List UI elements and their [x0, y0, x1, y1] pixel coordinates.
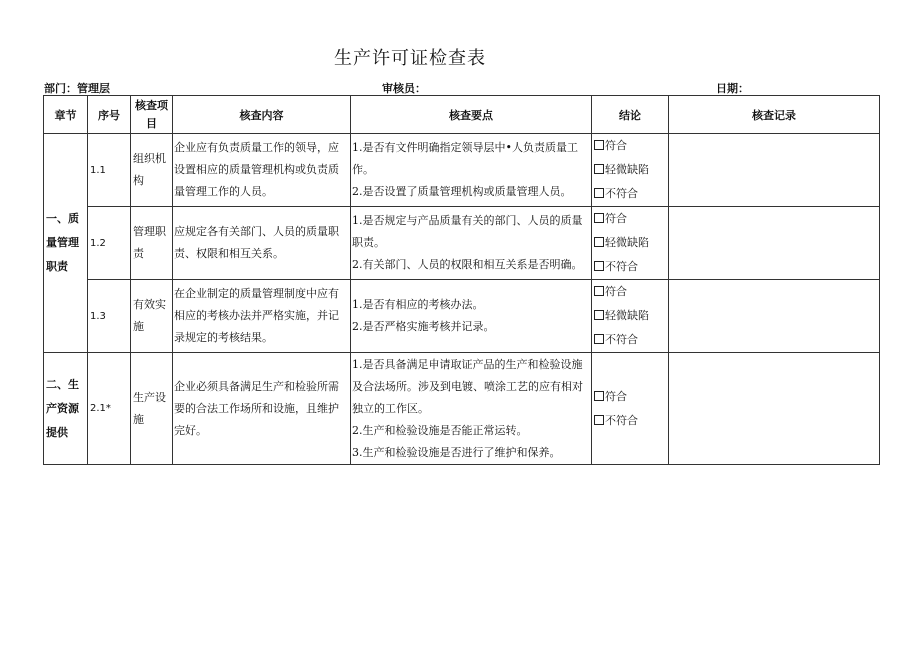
option-label: 轻微缺陷: [605, 309, 649, 322]
page-title: 生产许可证检查表: [334, 48, 486, 69]
header-conclusion: 结论: [592, 96, 669, 134]
option-conform[interactable]: [594, 280, 668, 304]
option-conform[interactable]: [594, 134, 668, 158]
header-item: 核查项目: [131, 96, 173, 134]
record-cell[interactable]: [669, 134, 880, 207]
content-cell: 企业必须具备满足生产和检验所需要的合法工作场所和设施，且维护完好。: [173, 353, 351, 465]
checkbox-icon[interactable]: [594, 213, 604, 223]
table-row: [44, 353, 880, 465]
date-label: 日期：: [716, 82, 749, 95]
checkbox-icon[interactable]: [594, 140, 604, 150]
checkbox-icon[interactable]: [594, 415, 604, 425]
points-cell: [351, 207, 592, 280]
header-row: [44, 96, 880, 134]
checkbox-icon[interactable]: [594, 164, 604, 174]
checkbox-icon[interactable]: [594, 261, 604, 271]
checklist-table: [43, 95, 880, 465]
table-row: [44, 207, 880, 280]
option-nonconform[interactable]: [594, 409, 668, 433]
seq-cell: 2.1*: [88, 353, 131, 465]
record-cell[interactable]: [669, 207, 880, 280]
table-row: [44, 134, 880, 207]
point-text: 3.生产和检验设施是否进行了维护和保养。: [352, 445, 561, 459]
option-conform[interactable]: [594, 207, 668, 231]
option-minor[interactable]: [594, 231, 668, 255]
option-nonconform[interactable]: [594, 328, 668, 352]
point-text: 2.生产和检验设施是否能正常运转。: [352, 423, 528, 437]
checkbox-icon[interactable]: [594, 310, 604, 320]
record-cell[interactable]: [669, 280, 880, 353]
chapter-cell: 一、质量管理职责: [44, 134, 88, 353]
point-text: 1.是否具备满足申请取证产品的生产和检验设施及合法场所。涉及到电镀、喷涂工艺的应有相对独立的工作区。: [352, 357, 583, 415]
conclusion-cell: [592, 207, 669, 280]
item-cell: 管理职责: [131, 207, 173, 280]
header-points: 核查要点: [351, 96, 592, 134]
header-content: 核查内容: [173, 96, 351, 134]
conclusion-cell: [592, 134, 669, 207]
point-text: 1.是否规定与产品质量有关的部门、人员的质量职责。: [352, 214, 583, 249]
header-record: 核查记录: [669, 96, 880, 134]
seq-cell: 1.1: [88, 134, 131, 207]
seq-cell: 1.3: [88, 280, 131, 353]
checkbox-icon[interactable]: [594, 391, 604, 401]
option-minor[interactable]: [594, 304, 668, 328]
option-label: 符合: [605, 212, 627, 225]
table-row: [44, 280, 880, 353]
points-cell: [351, 280, 592, 353]
option-minor[interactable]: [594, 158, 668, 182]
point-text: 2.是否严格实施考核并记录。: [352, 320, 495, 333]
header-seq: 序号: [88, 96, 131, 134]
header-chapter: 章节: [44, 96, 88, 134]
option-label: 轻微缺陷: [605, 163, 649, 176]
content-cell: 在企业制定的质量管理制度中应有相应的考核办法并严格实施，并记录规定的考核结果。: [173, 280, 351, 353]
option-label: 轻微缺陷: [605, 236, 649, 249]
department-label: 部门：管理层: [44, 82, 110, 95]
option-label: 符合: [605, 139, 627, 152]
chapter-cell: 二、生产资源提供: [44, 353, 88, 465]
checkbox-icon[interactable]: [594, 237, 604, 247]
content-cell: 企业应有负责质量工作的领导，应设置相应的质量管理机构或负责质量管理工作的人员。: [173, 134, 351, 207]
point-text: 2.是否设置了质量管理机构或质量管理人员。: [352, 185, 572, 198]
item-cell: 有效实施: [131, 280, 173, 353]
option-nonconform[interactable]: [594, 255, 668, 279]
checkbox-icon[interactable]: [594, 188, 604, 198]
option-label: 不符合: [605, 187, 638, 200]
item-cell: 组织机构: [131, 134, 173, 207]
points-cell: [351, 134, 592, 207]
option-label: 符合: [605, 389, 627, 403]
option-label: 不符合: [605, 413, 638, 427]
conclusion-cell: [592, 280, 669, 353]
option-conform[interactable]: [594, 385, 668, 409]
point-text: 1.是否有相应的考核办法。: [352, 298, 484, 311]
reviewer-label: 审核员：: [382, 82, 426, 95]
conclusion-cell: [592, 353, 669, 465]
record-cell[interactable]: [669, 353, 880, 465]
option-label: 符合: [605, 285, 627, 298]
option-label: 不符合: [605, 260, 638, 273]
option-nonconform[interactable]: [594, 182, 668, 206]
checkbox-icon[interactable]: [594, 334, 604, 344]
content-cell: 应规定各有关部门、人员的质量职责、权限和相互关系。: [173, 207, 351, 280]
points-cell: [351, 353, 592, 465]
item-cell: 生产设施: [131, 353, 173, 465]
seq-cell: 1.2: [88, 207, 131, 280]
point-text: 1.是否有文件明确指定领导层中•人负责质量工作。: [352, 141, 578, 176]
option-label: 不符合: [605, 333, 638, 346]
checkbox-icon[interactable]: [594, 286, 604, 296]
point-text: 2.有关部门、人员的权限和相互关系是否明确。: [352, 258, 583, 271]
